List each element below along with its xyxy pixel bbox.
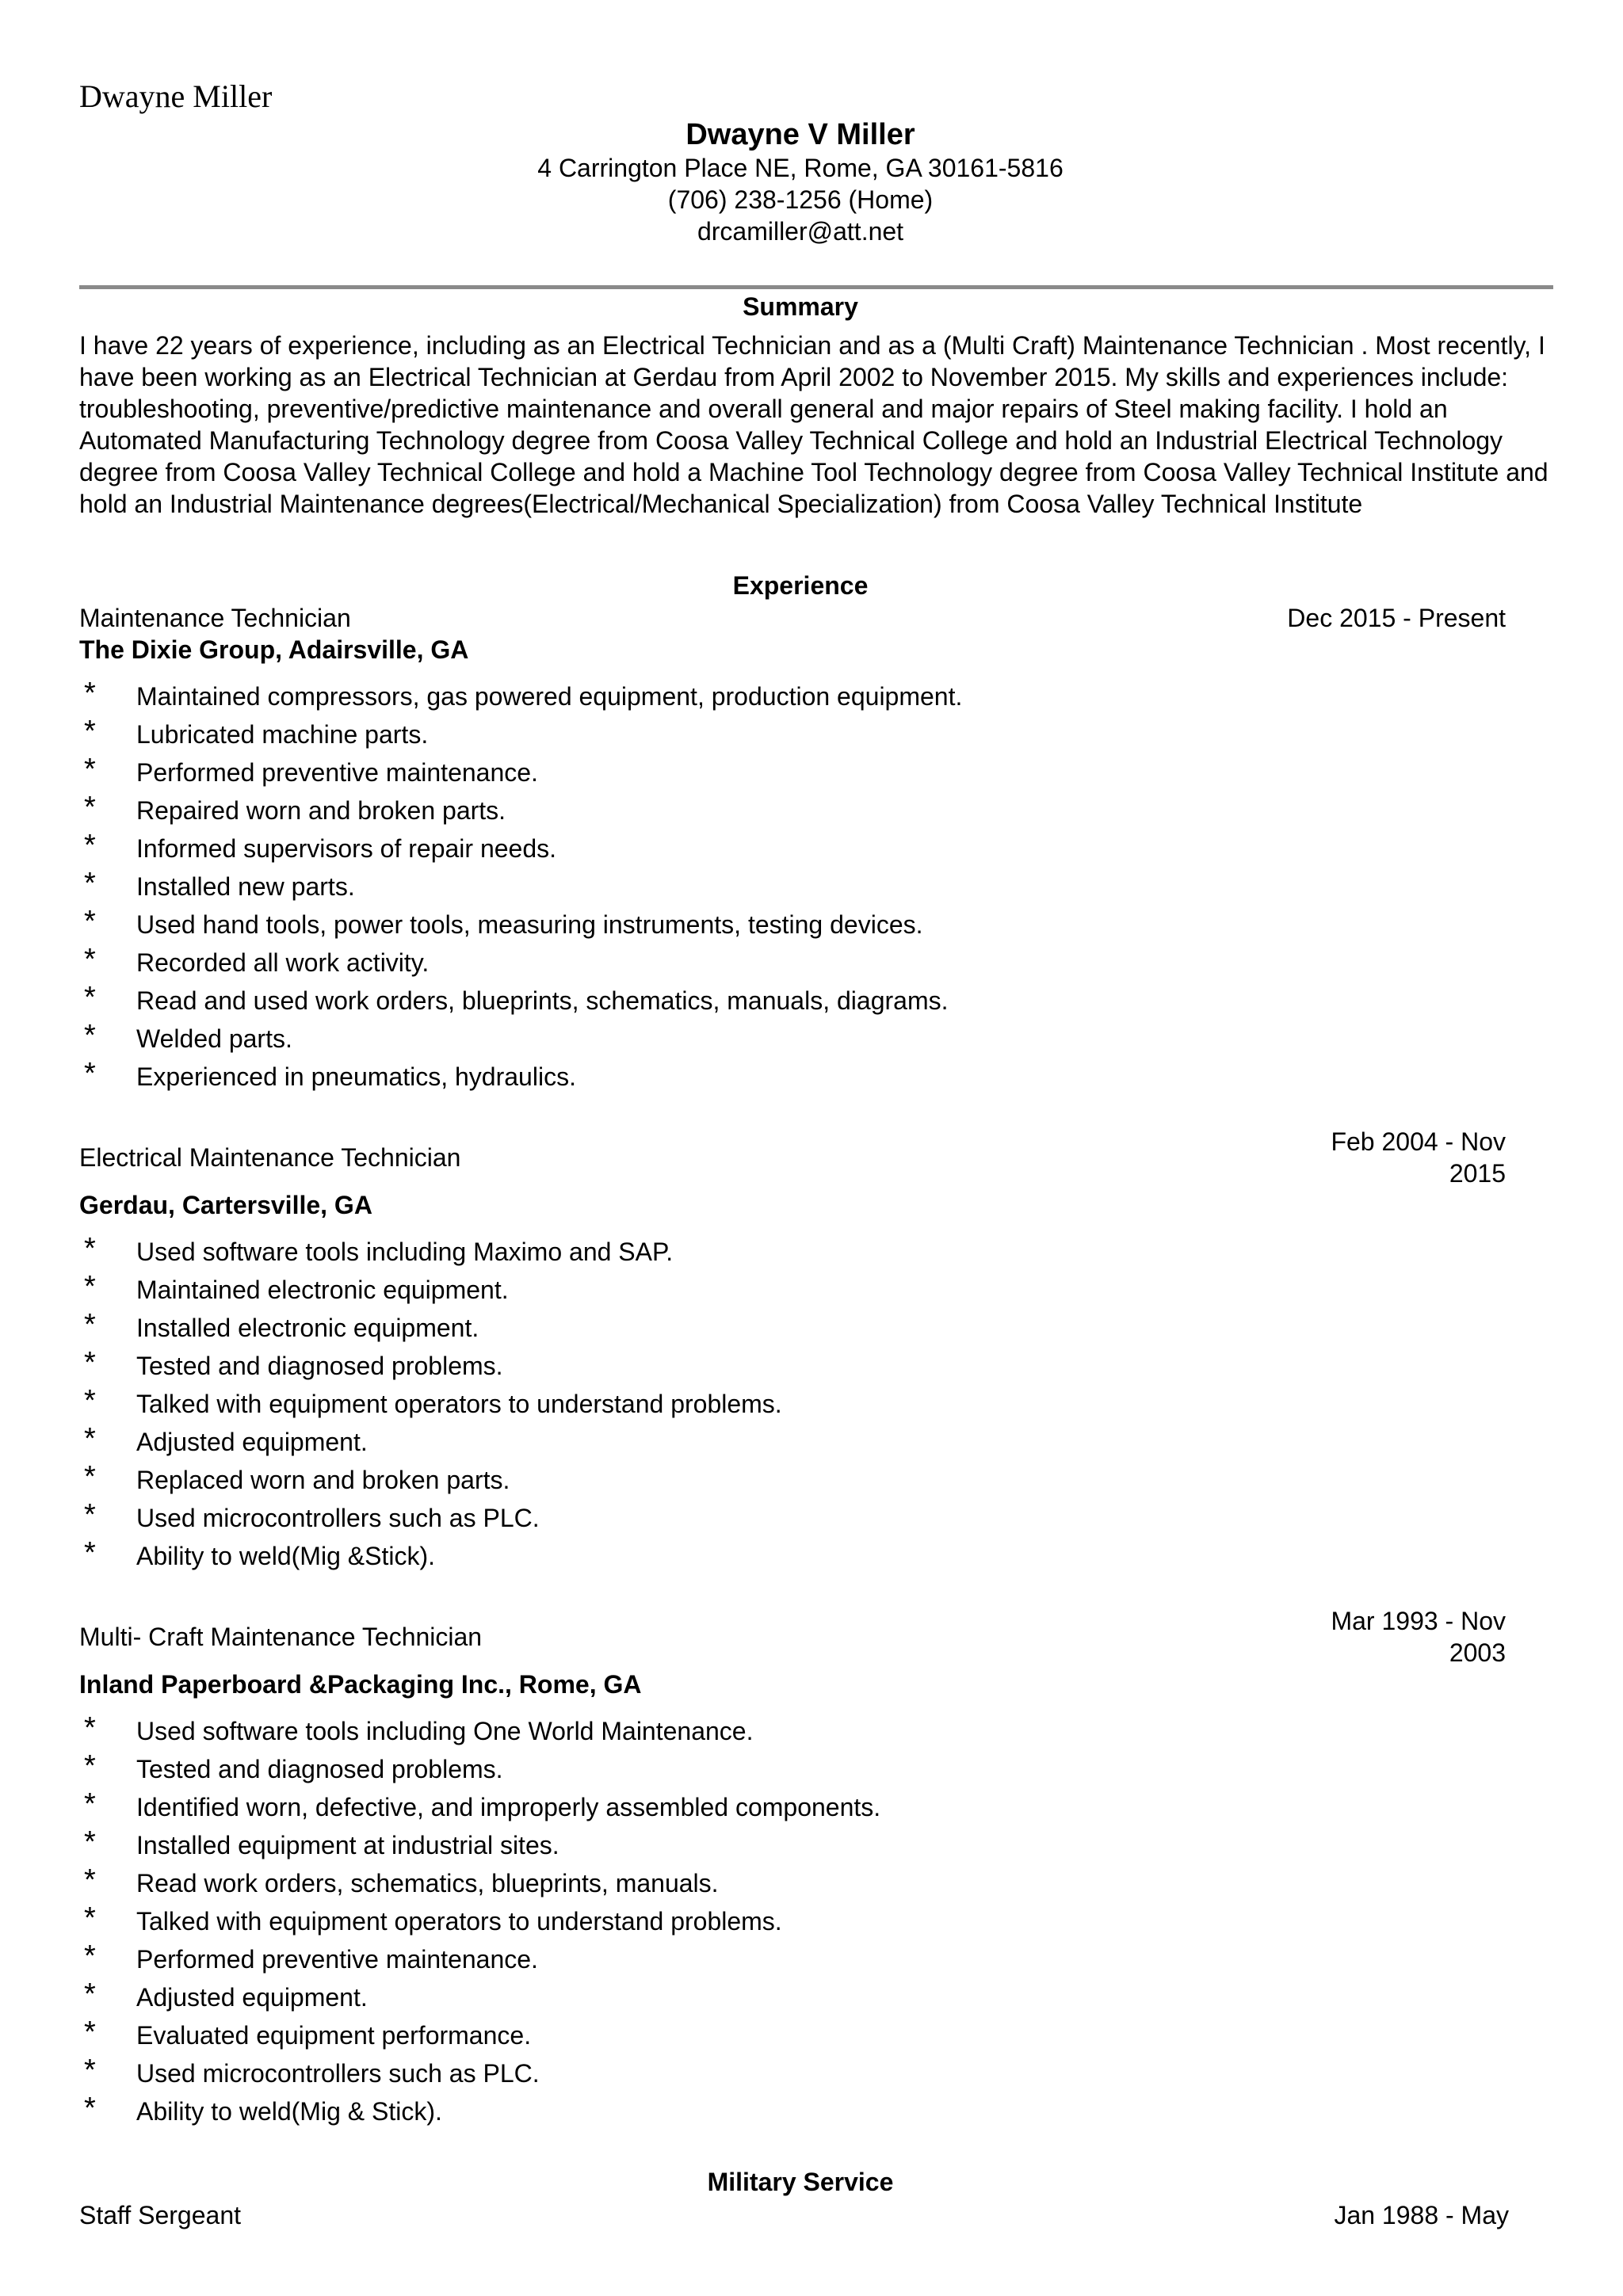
bullet-asterisk: *: [84, 753, 96, 786]
bullet-asterisk: *: [84, 1787, 96, 1821]
email: drcamiller@att.net: [697, 217, 904, 246]
summary-heading: Summary: [743, 292, 858, 321]
bullet-asterisk: *: [84, 1901, 96, 1935]
bullet-text: Lubricated machine parts.: [136, 720, 429, 749]
bullet-text: Talked with equipment operators to understand problems.: [136, 1390, 782, 1418]
bullet-text: Used microcontrollers such as PLC.: [136, 2059, 540, 2088]
bullet-asterisk: *: [84, 1346, 96, 1379]
job-company: The Dixie Group, Adairsville, GA: [79, 635, 469, 664]
header-divider: [79, 285, 1553, 289]
bullet-text: Experienced in pneumatics, hydraulics.: [136, 1062, 576, 1091]
bullet-asterisk: *: [84, 1422, 96, 1455]
bullet-text: Ability to weld(Mig & Stick).: [136, 2097, 442, 2126]
bullet-text: Identified worn, defective, and improperly assembled components.: [136, 1793, 881, 1821]
bullet-asterisk: *: [84, 677, 96, 710]
bullet-text: Welded parts.: [136, 1024, 292, 1053]
bullet-asterisk: *: [84, 715, 96, 748]
bullet-text: Replaced worn and broken parts.: [136, 1466, 510, 1494]
bullet-text: Tested and diagnosed problems.: [136, 1352, 503, 1380]
summary-text: I have 22 years of experience, including as an Electrical Technician and as a (Multi Craft) Maintenance Technician . Most recently, I have been working as an Electrical Technician at Gerdau from April 2002 to November 2015. My skills and experiences include: troubleshooting, preventive/predictive maintenance and overall general and major repairs of Steel making facility. I hold an Automated Manufacturing Technology degree from Coosa Valley Technical College and hold an Industrial Electrical Technology degree from Coosa Valley Technical College and hold a Machine Tool Technology degree from Coosa Valley Technical Institute and hold an Industrial Maintenance degrees(Electrical/Mechanical Specialization) from Coosa Valley Technical Institute: [79, 331, 1549, 518]
bullet-text: Read work orders, schematics, blueprints, manuals.: [136, 1869, 719, 1897]
bullet-asterisk: *: [84, 2092, 96, 2125]
page-header-name: Dwayne Miller: [79, 78, 273, 114]
bullet-asterisk: *: [84, 981, 96, 1014]
bullet-text: Adjusted equipment.: [136, 1983, 368, 2012]
job-company: Inland Paperboard &Packaging Inc., Rome, GA: [79, 1670, 642, 1699]
bullet-asterisk: *: [84, 1057, 96, 1090]
bullet-asterisk: *: [84, 1939, 96, 1973]
address: 4 Carrington Place NE, Rome, GA 30161-5816: [537, 154, 1064, 182]
bullet-text: Used hand tools, power tools, measuring instruments, testing devices.: [136, 910, 923, 939]
bullet-text: Evaluated equipment performance.: [136, 2021, 532, 2050]
job-dates: Feb 2004 - Nov 2015: [1331, 1127, 1506, 1188]
bullet-asterisk: *: [84, 1270, 96, 1303]
bullet-text: Installed equipment at industrial sites.: [136, 1831, 559, 1859]
bullet-text: Maintained electronic equipment.: [136, 1276, 509, 1304]
bullet-asterisk: *: [84, 1308, 96, 1341]
bullet-asterisk: *: [84, 2016, 96, 2049]
bullet-asterisk: *: [84, 1749, 96, 1783]
bullet-text: Repaired worn and broken parts.: [136, 796, 506, 825]
job-title: Multi- Craft Maintenance Technician: [79, 1623, 483, 1651]
bullet-asterisk: *: [84, 1019, 96, 1052]
job-title: Electrical Maintenance Technician: [79, 1143, 461, 1172]
contact-header: [79, 117, 1522, 247]
bullet-asterisk: *: [84, 1536, 96, 1569]
bullet-asterisk: *: [84, 1711, 96, 1745]
bullet-asterisk: *: [84, 2054, 96, 2087]
military-heading: Military Service: [707, 2168, 894, 2196]
experience-heading: Experience: [732, 571, 869, 600]
bullet-text: Adjusted equipment.: [136, 1428, 368, 1456]
job-title: Maintenance Technician: [79, 604, 351, 632]
job-dates: Mar 1993 - Nov 2003: [1331, 1607, 1506, 1667]
bullet-text: Tested and diagnosed problems.: [136, 1755, 503, 1783]
bullet-text: Performed preventive maintenance.: [136, 758, 538, 787]
bullet-asterisk: *: [84, 1863, 96, 1897]
bullet-text: Maintained compressors, gas powered equipment, production equipment.: [136, 682, 963, 711]
phone: (706) 238-1256 (Home): [667, 185, 934, 214]
bullet-text: Ability to weld(Mig &Stick).: [136, 1542, 435, 1570]
job-dates: Dec 2015 - Present: [1287, 604, 1506, 632]
bullet-asterisk: *: [84, 905, 96, 938]
bullet-text: Informed supervisors of repair needs.: [136, 834, 557, 863]
military-dates: Jan 1988 - May: [1334, 2201, 1509, 2229]
bullet-asterisk: *: [84, 1232, 96, 1265]
bullet-asterisk: *: [84, 1384, 96, 1417]
bullet-text: Read and used work orders, blueprints, schematics, manuals, diagrams.: [136, 986, 949, 1015]
full-name: Dwayne V Miller: [685, 118, 915, 151]
bullet-text: Used software tools including Maximo and SAP.: [136, 1238, 674, 1266]
bullet-asterisk: *: [84, 867, 96, 900]
bullet-asterisk: *: [84, 791, 96, 824]
bullet-text: Installed electronic equipment.: [136, 1314, 479, 1342]
bullet-text: Recorded all work activity.: [136, 948, 430, 977]
bullet-asterisk: *: [84, 943, 96, 976]
bullet-asterisk: *: [84, 1978, 96, 2011]
bullet-asterisk: *: [84, 1825, 96, 1859]
bullet-text: Performed preventive maintenance.: [136, 1945, 538, 1974]
bullet-text: Used microcontrollers such as PLC.: [136, 1504, 540, 1532]
job-company: Gerdau, Cartersville, GA: [79, 1191, 372, 1219]
bullet-text: Used software tools including One World Maintenance.: [136, 1717, 754, 1745]
bullet-asterisk: *: [84, 829, 96, 862]
military-role: Staff Sergeant: [79, 2201, 241, 2229]
bullet-text: Talked with equipment operators to understand problems.: [136, 1907, 782, 1936]
bullet-asterisk: *: [84, 1460, 96, 1493]
bullet-asterisk: *: [84, 1498, 96, 1531]
bullet-text: Installed new parts.: [136, 872, 355, 901]
